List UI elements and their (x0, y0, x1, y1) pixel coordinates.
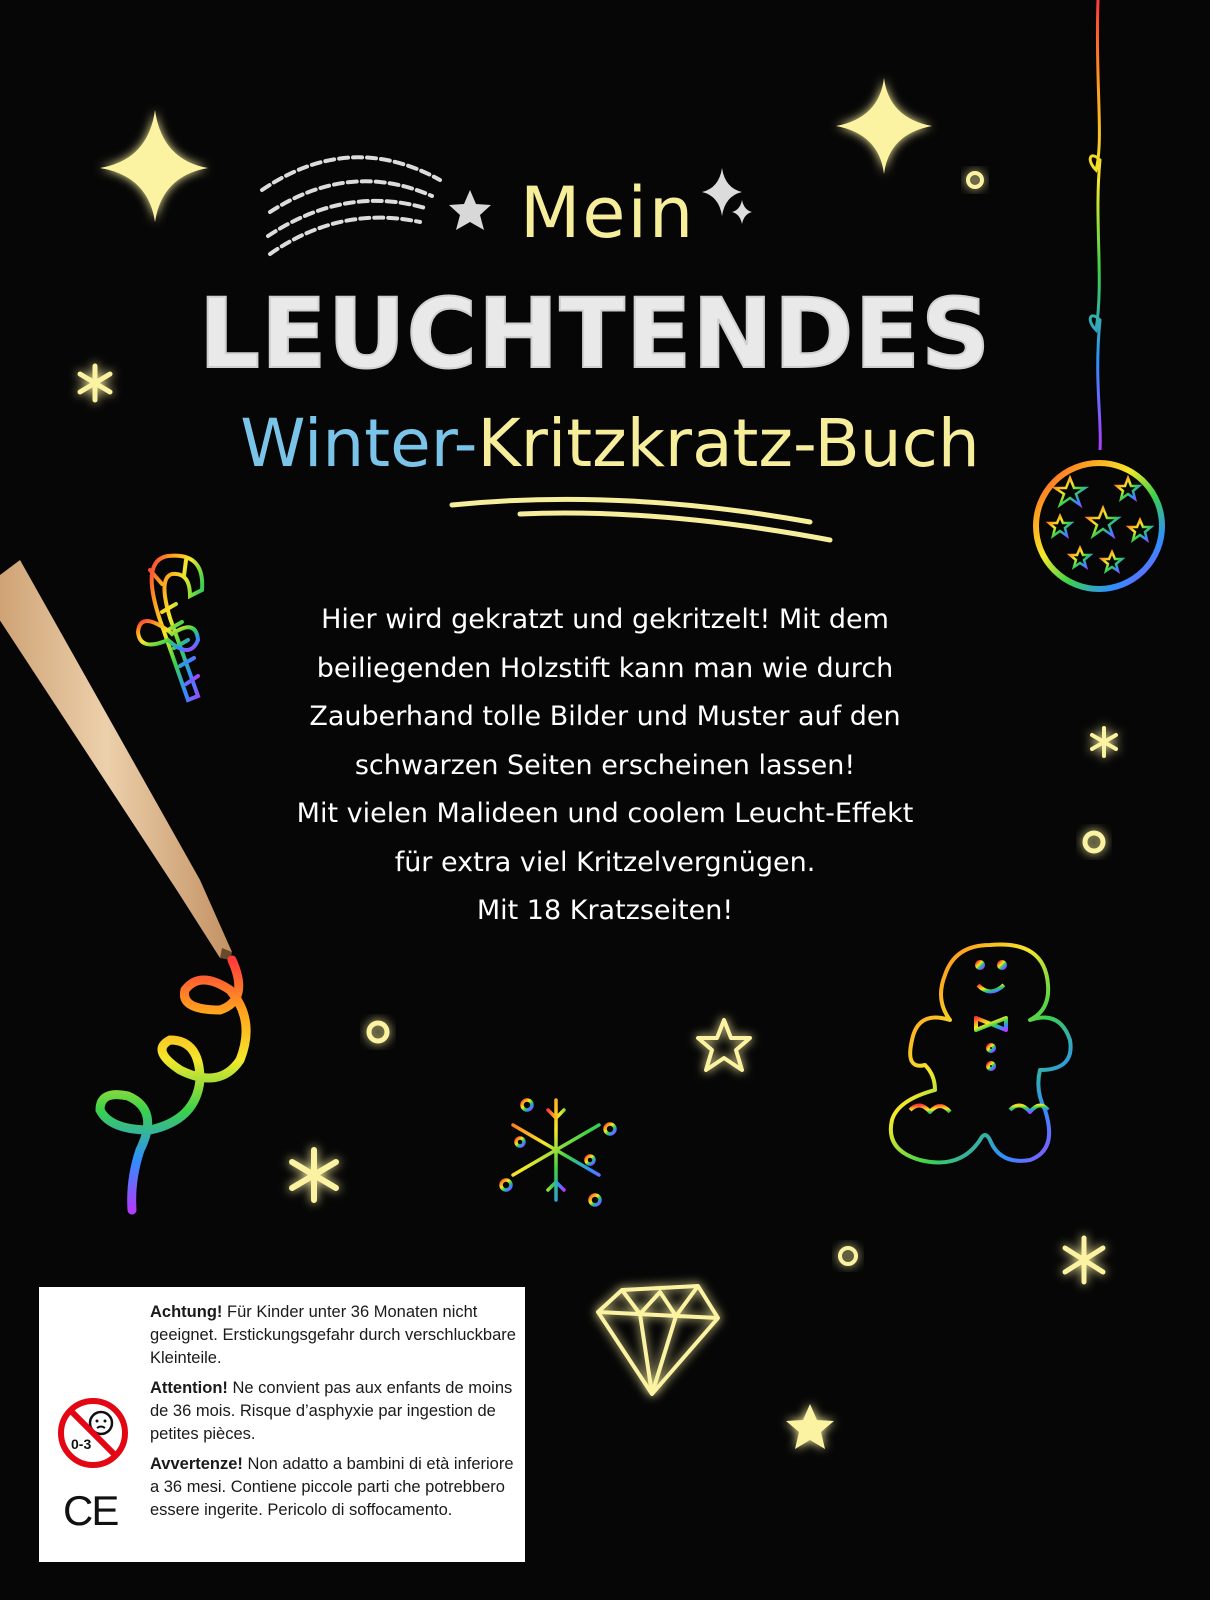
warning-de-text: Für Kinder unter 36 Monaten nicht geeignet. Erstickungsgefahr durch verschluckbare Kleinteile. (150, 1303, 516, 1367)
warning-de-label: Achtung! (150, 1303, 223, 1321)
gingerbread-man-icon (891, 945, 1071, 1163)
title-subtitle (200, 405, 1020, 482)
description-line: Zauberhand tolle Bilder und Muster auf den (309, 701, 901, 732)
wooden-stylus-icon (0, 560, 232, 960)
title-underline (452, 499, 830, 540)
warning-text (150, 1301, 516, 1529)
description-line: Mit 18 Kratzseiten! (476, 895, 734, 926)
rainbow-spiral-icon (100, 960, 246, 1210)
description-line: Hier wird gekratzt und gekritzelt! Mit dem (321, 604, 889, 635)
shooting-star-icon (262, 157, 440, 254)
no-small-children-icon (57, 1397, 129, 1469)
warning-fr-label: Attention! (150, 1379, 228, 1397)
star-icon (786, 1404, 834, 1449)
ornament-icon (1036, 0, 1162, 589)
title-kritzkratz-buch: Kritzkratz-Buch (477, 405, 980, 482)
ring-icon (1085, 833, 1103, 851)
asterisk-icon (1065, 1238, 1103, 1282)
safety-warning-box (39, 1287, 525, 1562)
title-leuchtendes: LEUCHTENDES (198, 278, 992, 390)
asterisk-icon (292, 1150, 336, 1200)
diamond-icon (598, 1286, 718, 1394)
warning-fr-text: Ne convient pas aux enfants de moins de 36 mois. Risque d’asphyxie par ingestion de petites pièces. (150, 1379, 513, 1443)
description-line: für extra viel Kritzelvergnügen. (394, 846, 816, 878)
star-icon (449, 190, 491, 230)
warning-it-text: Non adatto a bambini di età inferiore a 36 mesi. Contiene piccole parti che potrebbero essere ingerite. Pericolo di soffocamento. (150, 1455, 514, 1519)
warning-fr (150, 1377, 516, 1446)
ce-mark-icon: CE (63, 1487, 118, 1534)
age-range-label: 0-3 (71, 1436, 92, 1452)
description-line: beiliegenden Holzstift kann man wie durch (316, 652, 894, 684)
ring-icon (369, 1023, 387, 1041)
description-line: schwarzen Seiten erscheinen lassen! (354, 749, 856, 781)
description-text (250, 596, 960, 936)
sparkle-star-icon (836, 78, 932, 174)
sparkle-star-icon (100, 110, 208, 222)
warning-de (150, 1301, 516, 1370)
sparkle-star-icon (702, 168, 752, 224)
star-icon (698, 1020, 750, 1070)
candy-cane-icon (138, 556, 202, 700)
warning-it-label: Avvertenze! (150, 1455, 243, 1473)
asterisk-icon (80, 366, 110, 400)
snowflake-icon (501, 1100, 615, 1205)
ring-icon (968, 173, 982, 187)
description-line: Mit vielen Malideen und coolem Leucht-Effekt (296, 798, 914, 829)
title-mein: Mein (520, 172, 696, 254)
asterisk-icon (1092, 728, 1116, 756)
title-winter: Winter- (240, 405, 478, 482)
ring-icon (840, 1248, 856, 1264)
warning-it (150, 1453, 516, 1522)
